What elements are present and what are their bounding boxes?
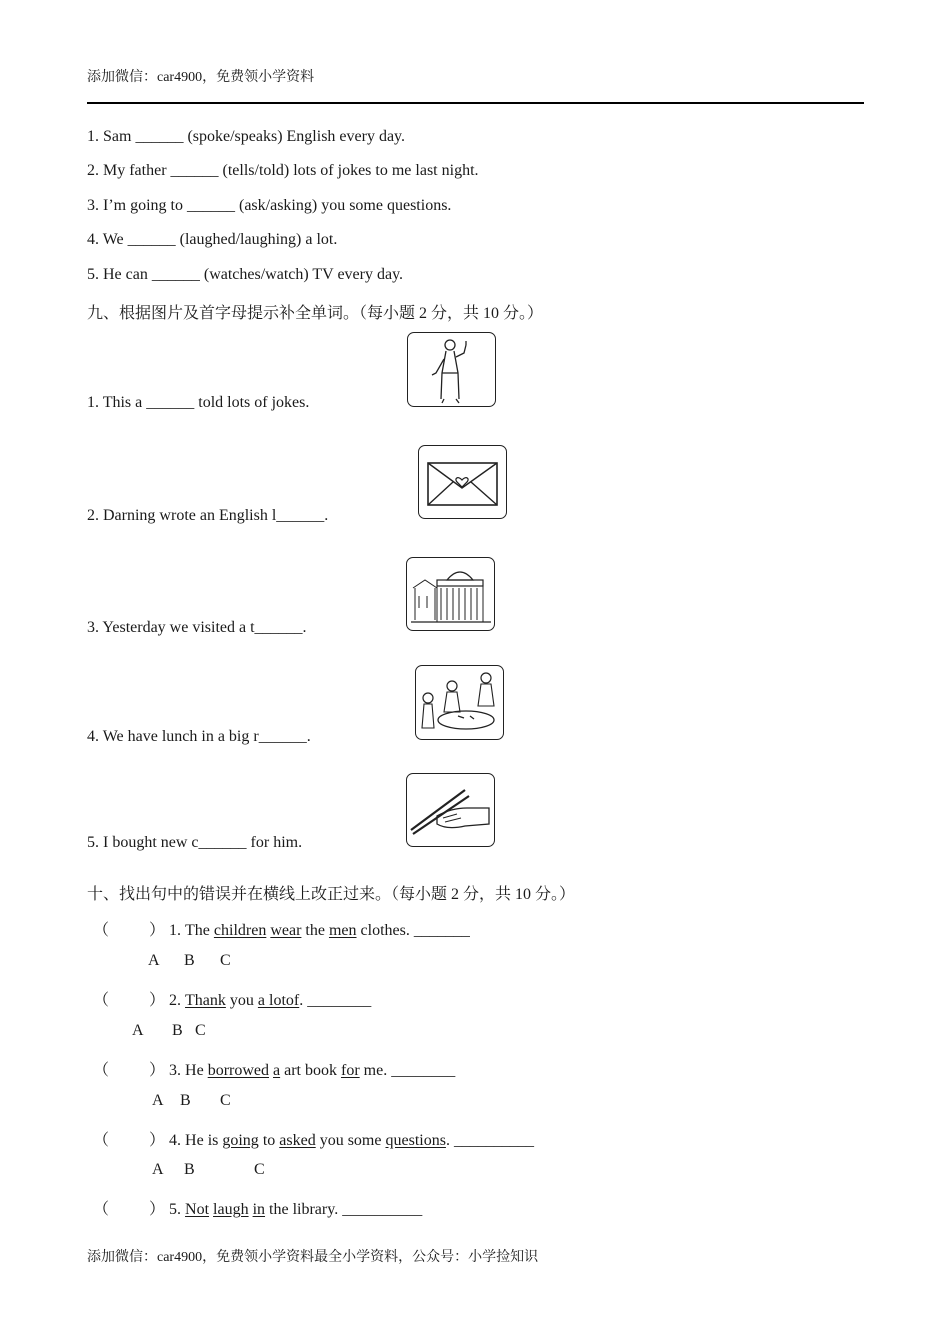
sentence-text: . (445, 1132, 450, 1149)
restaurant-icon (415, 665, 504, 740)
sentence-text: art book (284, 1062, 337, 1079)
question-number: 1. (169, 922, 182, 939)
letter-envelope-icon (418, 445, 507, 519)
answer-blank: ________ (307, 992, 372, 1009)
error-question (93, 987, 371, 1010)
option-label-b: B (172, 1022, 183, 1039)
sentence-text: me. (363, 1062, 388, 1079)
answer-paren-close: ） (149, 1201, 166, 1218)
answer-blank: _______ (413, 922, 470, 939)
option-label-c: C (254, 1161, 265, 1178)
option-labels (0, 1161, 950, 1181)
option-label-a: A (132, 1022, 144, 1039)
comedian-icon (407, 332, 496, 407)
underlined-option-c: questions (385, 1132, 446, 1149)
answer-paren-open: （ (93, 992, 110, 1009)
underlined-option-b: a lot (257, 992, 286, 1009)
sentence-text: He (185, 1062, 204, 1079)
answer-paren-open: （ (93, 1132, 110, 1149)
sentence-text: clothes. (360, 922, 410, 939)
sentence-text: The (185, 922, 210, 939)
answer-paren-close: ） (149, 1062, 166, 1079)
question-number: 3. (169, 1062, 182, 1079)
option-label-b: B (184, 952, 195, 969)
sentence-text: the library. (269, 1201, 339, 1218)
question-number: 2. (169, 992, 182, 1009)
option-label-b: B (180, 1092, 191, 1109)
sentence-text: you (229, 992, 254, 1009)
answer-blank: __________ (453, 1132, 534, 1149)
picture-question: 3. Yesterday we visited a t______. (87, 619, 307, 636)
sentence-text: the (305, 922, 325, 939)
exercise-line: 1. Sam ______ (spoke/speaks) English every day. (87, 128, 406, 145)
answer-blank: __________ (342, 1201, 423, 1218)
page-footer: 添加微信：car4900，免费领小学资料最全小学资料，公众号：小学捡知识 (87, 1250, 539, 1265)
question-number: 4. (169, 1132, 182, 1149)
picture-question: 1. This a ______ told lots of jokes. (87, 394, 310, 411)
picture-question: 4. We have lunch in a big r______. (87, 728, 311, 745)
underlined-option-b: wear (270, 922, 302, 939)
underlined-option-c: men (328, 922, 357, 939)
underlined-option-a: Not (185, 1201, 210, 1218)
answer-paren-open: （ (93, 1201, 110, 1218)
header-rule (87, 102, 864, 104)
underlined-option-c: in (252, 1201, 266, 1218)
answer-paren-close: ） (149, 922, 166, 939)
error-question (93, 1127, 534, 1150)
exercise-line: 3. I’m going to ______ (ask/asking) you some questions. (87, 197, 452, 214)
error-question (93, 917, 470, 940)
option-labels (0, 1092, 950, 1112)
underlined-option-a: going (222, 1132, 259, 1149)
underlined-option-b: a (273, 1062, 281, 1079)
underlined-option-c: of (285, 992, 300, 1009)
exercise-line: 4. We ______ (laughed/laughing) a lot. (87, 231, 338, 248)
section-heading: 九、根据图片及首字母提示补全单词。（每小题 2 分，共 10 分。） (87, 305, 544, 322)
answer-blank: ________ (391, 1062, 456, 1079)
option-label-a: A (152, 1161, 164, 1178)
picture-question: 2. Darning wrote an English l______. (87, 507, 329, 524)
answer-paren-close: ） (149, 992, 166, 1009)
option-label-a: A (148, 952, 160, 969)
chopsticks-icon (406, 773, 495, 847)
underlined-option-a: Thank (185, 992, 226, 1009)
option-label-b: B (184, 1161, 195, 1178)
option-labels (0, 952, 950, 972)
underlined-option-b: laugh (213, 1201, 249, 1218)
underlined-option-a: children (213, 922, 267, 939)
underlined-option-c: for (340, 1062, 360, 1079)
answer-paren-open: （ (93, 922, 110, 939)
option-label-a: A (152, 1092, 164, 1109)
sentence-text: you some (319, 1132, 382, 1149)
answer-paren-close: ） (149, 1132, 166, 1149)
underlined-option-a: borrowed (207, 1062, 269, 1079)
town-buildings-icon (406, 557, 495, 631)
sentence-text: . (299, 992, 304, 1009)
sentence-text: He is (185, 1132, 219, 1149)
exercise-line: 2. My father ______ (tells/told) lots of jokes to me last night. (87, 162, 479, 179)
answer-paren-open: （ (93, 1062, 110, 1079)
option-label-c: C (220, 1092, 231, 1109)
option-label-c: C (195, 1022, 206, 1039)
question-number: 5. (169, 1201, 182, 1218)
error-question (93, 1057, 455, 1080)
error-question (93, 1196, 422, 1219)
picture-question: 5. I bought new c______ for him. (87, 834, 303, 851)
page-header: 添加微信：car4900，免费领小学资料 (87, 70, 315, 85)
option-label-c: C (220, 952, 231, 969)
sentence-text: to (262, 1132, 276, 1149)
underlined-option-b: asked (279, 1132, 316, 1149)
exercise-line: 5. He can ______ (watches/watch) TV every day. (87, 266, 404, 283)
option-labels (0, 1022, 950, 1042)
section-heading: 十、找出句中的错误并在横线上改正过来。（每小题 2 分，共 10 分。） (87, 886, 576, 903)
